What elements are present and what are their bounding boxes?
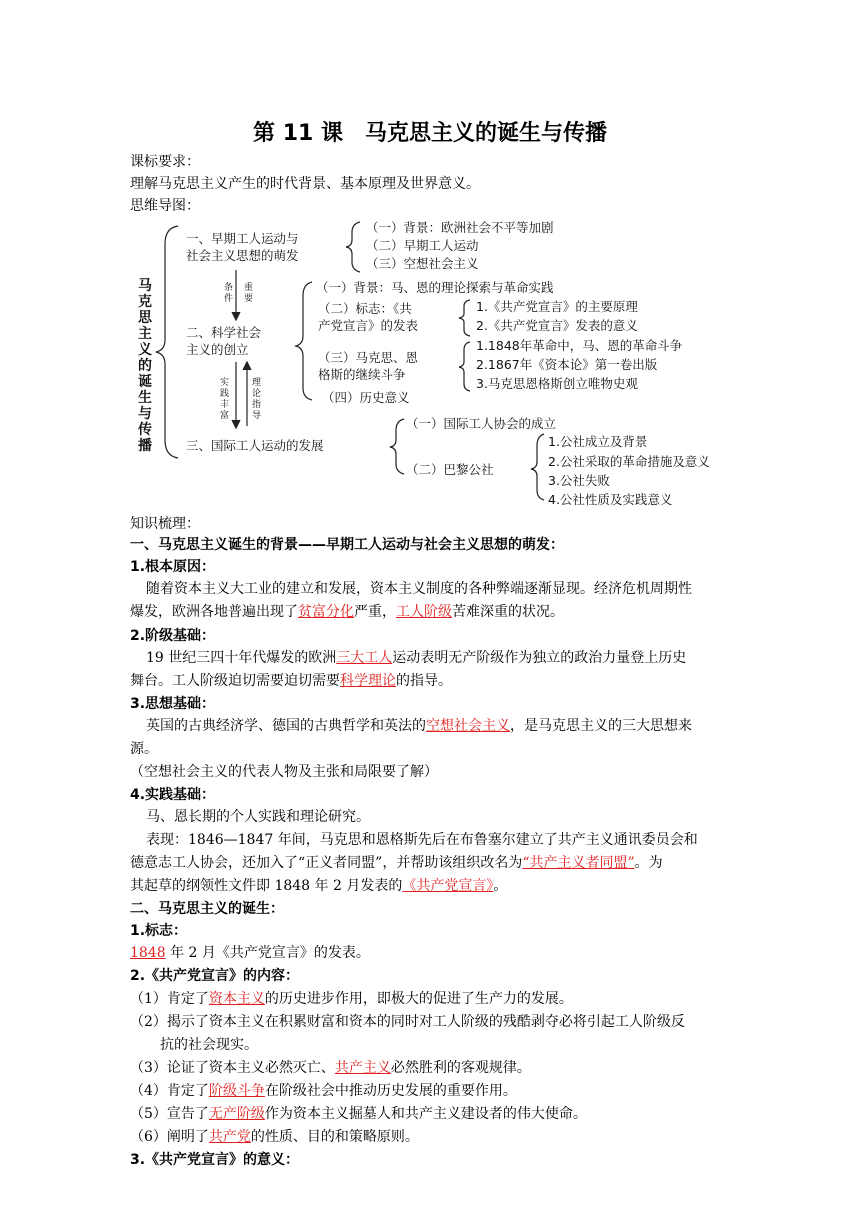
b2-item-b-1: （二）标志：《共 — [318, 301, 412, 316]
p5-line — [130, 943, 370, 963]
link-label-lilun-1: 理 — [252, 378, 262, 388]
p4-line-2: 表现：1846—1847 年间，马克思和恩格斯先后在布鲁塞尔建立了共产主义通讯委员会和 — [146, 832, 698, 848]
b2-item-a: （一）背景：马、恩的理论探索与革命实践 — [316, 280, 554, 295]
requirement-label: 课标要求： — [130, 154, 200, 170]
content-item-1 — [130, 989, 573, 1009]
b3-b-sub-4: 4.公社性质及实践意义 — [548, 492, 673, 507]
mindmap-label: 思维导图： — [130, 198, 200, 214]
link-label-shijian-1: 实 — [220, 378, 230, 388]
p4-line-3 — [130, 853, 663, 873]
requirement-text: 理解马克思主义产生的时代背景、基本原理及世界意义。 — [130, 176, 480, 192]
b3-b-sub-1: 1.公社成立及背景 — [548, 434, 648, 449]
s2-3-heading: 3.《共产党宣言》的意义： — [130, 1152, 300, 1168]
link-label-lilun-3: 指 — [252, 400, 262, 410]
p2-line-1 — [146, 648, 686, 668]
text: （3）论证了资本主义必然灭亡、 — [130, 1060, 335, 1076]
text: （6）阐明了 — [130, 1129, 209, 1145]
b1-label-1: 一、早期工人运动与 — [186, 231, 299, 246]
b3-item-b: （二）巴黎公社 — [406, 462, 494, 477]
answer-text: 共产党 — [208, 1129, 251, 1145]
answer-text: 三大工人 — [336, 650, 393, 666]
text: （5）宣告了 — [130, 1106, 209, 1122]
text: 的历史进步作用，即极大的促进了生产力的发展。 — [264, 991, 573, 1007]
root-char: 主 — [138, 326, 152, 342]
b1-item-2: （二）早期工人运动 — [366, 238, 479, 253]
b2-c-sub-3: 3.马克思恩格斯创立唯物史观 — [476, 376, 638, 391]
b2-item-c-2: 格斯的继续斗争 — [318, 367, 406, 382]
root-char: 义 — [138, 342, 152, 358]
root-char: 传 — [138, 422, 152, 438]
text: 的性质、目的和策略原则。 — [250, 1129, 419, 1145]
b1-label-2: 社会主义思想的萌发 — [186, 248, 299, 263]
b2-item-b-2: 产党宣言》的发表 — [318, 318, 419, 333]
text: 19 世纪三四十年代爆发的欧洲 — [146, 650, 337, 666]
b2-c-sub-2: 2.1867年《资本论》第一卷出版 — [476, 357, 658, 372]
link-label-lilun-4: 导 — [252, 411, 262, 421]
b3-label: 三、国际工人运动的发展 — [186, 438, 324, 453]
text: ，是马克思主义的三大思想来 — [510, 718, 692, 734]
root-char: 的 — [138, 358, 152, 374]
text: 爆发，欧洲各地普遍出现了 — [130, 604, 298, 620]
root-char: 生 — [138, 390, 152, 406]
p4-line-4 — [130, 876, 507, 896]
answer-text: 《共产党宣言》 — [402, 878, 494, 894]
root-char: 马 — [138, 278, 152, 294]
b3-b-sub-3: 3.公社失败 — [548, 473, 610, 488]
link-label-zhongyao-1: 重 — [244, 283, 254, 293]
b1-item-3: （三）空想社会主义 — [366, 256, 479, 271]
b2-item-d: （四）历史意义 — [322, 390, 410, 405]
b2-label-1: 二、科学社会 — [186, 325, 262, 340]
link-label-shijian-3: 丰 — [220, 400, 230, 410]
text: 。为 — [634, 855, 663, 871]
zhishi-label: 知识梳理： — [130, 516, 200, 532]
text: （4）肯定了 — [130, 1083, 209, 1099]
content-item-2-line-1: （2）揭示了资本主义在积累财富和资本的同时对工人阶级的残酷剥夺必将引起工人阶级反 — [130, 1014, 685, 1030]
s2-2-heading: 2.《共产党宣言》的内容： — [130, 968, 300, 984]
link-label-zhongyao-2: 要 — [244, 294, 254, 304]
section-1-heading: 一、马克思主义诞生的背景——早期工人运动与社会主义思想的萌发： — [130, 537, 564, 553]
b2-label-2: 主义的创立 — [186, 342, 249, 357]
p4-line-1: 马、恩长期的个人实践和理论研究。 — [146, 809, 370, 825]
root-char: 诞 — [138, 374, 152, 390]
answer-text: 资本主义 — [208, 991, 265, 1007]
root-char: 克 — [138, 294, 152, 310]
p2-line-2 — [130, 671, 452, 691]
s1-4-heading: 4.实践基础： — [130, 787, 216, 803]
mindmap-root — [137, 277, 153, 454]
answer-text: 1848 — [130, 945, 166, 961]
link-label-lilun-2: 论 — [252, 389, 262, 399]
text: 英国的古典经济学、德国的古典哲学和英法的 — [146, 718, 426, 734]
section-2-heading: 二、马克思主义的诞生： — [130, 901, 284, 917]
text: 必然胜利的客观规律。 — [390, 1060, 531, 1076]
text: 严重， — [354, 604, 396, 620]
answer-text: 共产主义 — [334, 1060, 391, 1076]
link-label-shijian-4: 富 — [220, 411, 230, 421]
p1-line-1: 随着资本主义大工业的建立和发展，资本主义制度的各种弊端逐渐显现。经济危机周期性 — [146, 581, 692, 597]
link-label-tiaojian-2: 件 — [224, 294, 234, 304]
content-item-5 — [130, 1104, 587, 1124]
text: 作为资本主义掘墓人和共产主义建设者的伟大使命。 — [264, 1106, 587, 1122]
content-item-4 — [130, 1081, 517, 1101]
b3-item-a: （一）国际工人协会的成立 — [406, 416, 557, 431]
text: 其起草的纲领性文件即 1848 年 2 月发表的 — [130, 878, 403, 894]
s1-2-heading: 2.阶级基础： — [130, 628, 216, 644]
content-item-6 — [130, 1127, 419, 1147]
text: 在阶级社会中推动历史发展的重要作用。 — [264, 1083, 517, 1099]
b2-item-c-1: （三）马克思、恩 — [318, 350, 419, 365]
p1-line-2 — [130, 602, 564, 622]
link-label-shijian-2: 践 — [220, 389, 230, 399]
text: 舞台。工人阶级迫切需要迫切需要 — [130, 673, 340, 689]
s1-3-heading: 3.思想基础： — [130, 696, 216, 712]
link-label-tiaojian-1: 条 — [224, 283, 234, 293]
text: 年 2 月《共产党宣言》的发表。 — [165, 945, 370, 961]
b2-b-sub-1: 1.《共产党宣言》的主要原理 — [476, 299, 638, 314]
text: 。 — [493, 878, 508, 894]
p3-line-2: 源。 — [130, 741, 158, 757]
answer-text: 阶级斗争 — [208, 1083, 265, 1099]
root-char: 播 — [138, 438, 152, 454]
b1-item-1: （一）背景：欧洲社会不平等加剧 — [366, 220, 554, 235]
text: 运动表明无产阶级作为独立的政治力量登上历史 — [392, 650, 687, 666]
text: 的指导。 — [396, 673, 452, 689]
page-title: 第 11 课 马克思主义的诞生与传播 — [253, 121, 607, 146]
answer-text: 空想社会主义 — [426, 718, 510, 734]
s2-1-heading: 1.标志： — [130, 923, 188, 939]
b2-c-sub-1: 1.1848年革命中，马、恩的革命斗争 — [476, 338, 683, 353]
answer-text: “共产主义者同盟” — [522, 855, 635, 871]
answer-text: 工人阶级 — [396, 604, 452, 620]
text: （1）肯定了 — [130, 991, 209, 1007]
answer-text: 贫富分化 — [298, 604, 354, 620]
content-item-2-line-2: 抗的社会现实。 — [160, 1037, 258, 1053]
b2-b-sub-2: 2.《共产党宣言》发表的意义 — [476, 318, 638, 333]
text: 德意志工人协会，还加入了“正义者同盟”，并帮助该组织改名为 — [130, 855, 523, 871]
text: 苦难深重的状况。 — [452, 604, 564, 620]
content-item-3 — [130, 1058, 531, 1078]
b3-b-sub-2: 2.公社采取的革命措施及意义 — [548, 454, 710, 469]
mindmap-diagram — [0, 0, 860, 520]
p3-line-3: （空想社会主义的代表人物及主张和局限要了解） — [130, 764, 438, 780]
p3-line-1 — [146, 716, 692, 736]
answer-text: 科学理论 — [340, 673, 396, 689]
root-char: 思 — [138, 310, 152, 326]
s1-1-heading: 1.根本原因： — [130, 559, 216, 575]
answer-text: 无产阶级 — [208, 1106, 265, 1122]
root-char: 与 — [138, 406, 152, 422]
